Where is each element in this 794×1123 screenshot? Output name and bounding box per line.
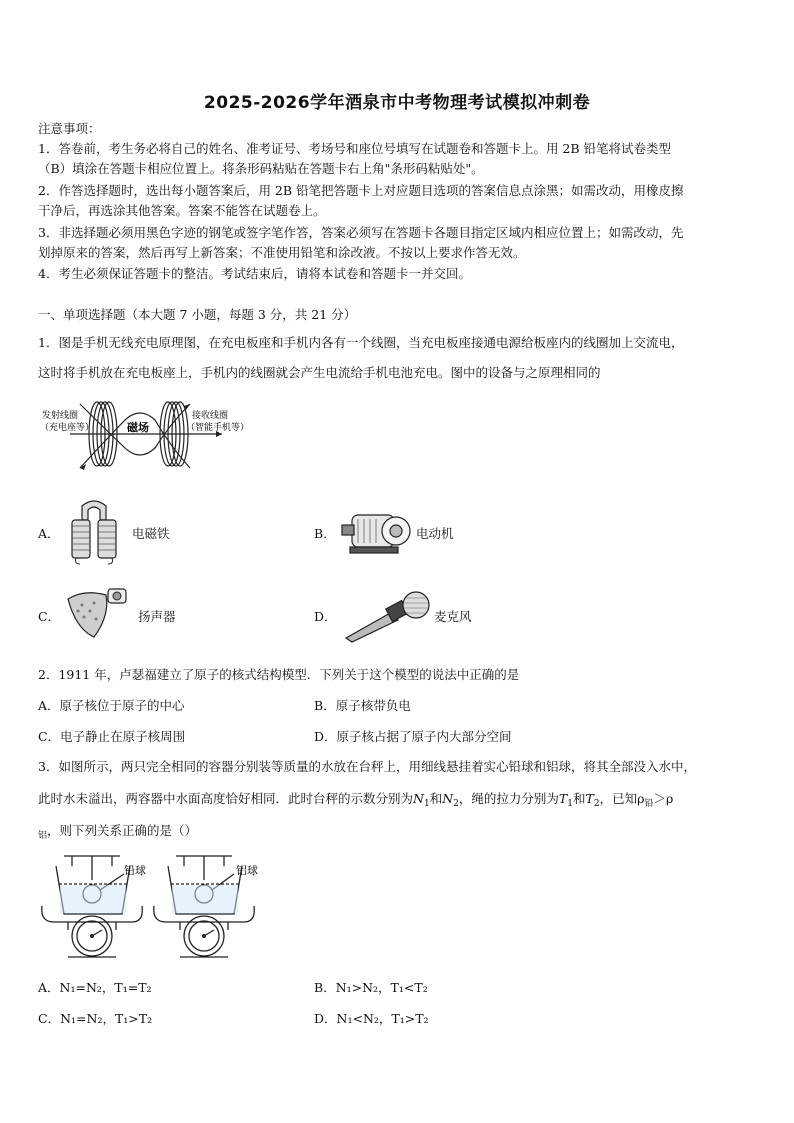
- aluminum-ball-label: 铝球: [236, 864, 258, 877]
- option-text: 原子核占据了原子内大部分空间: [336, 729, 512, 744]
- q2-option-b[interactable]: [314, 697, 411, 715]
- option-letter: A．: [38, 526, 60, 541]
- q3-option-b[interactable]: [314, 979, 428, 997]
- option-text: 原子核位于原子的中心: [59, 698, 185, 713]
- q1-stem-line1: 1．图是手机无线充电原理图，在充电板座和手机内各有一个线圈，当充电板座接通电源给板座内的线圈加上交流电，: [38, 335, 684, 350]
- q2-option-c[interactable]: [38, 728, 185, 746]
- q1-option-d-text: 麦克风: [434, 609, 472, 624]
- notice-item: 4．考生必须保证答题卡的整洁。考试结束后，请将本试卷和答题卡一并交回。: [38, 266, 471, 281]
- option-letter: B．: [314, 526, 336, 541]
- fig-right-coil-sub: （智能手机等）: [186, 423, 250, 433]
- speaker-icon: [64, 585, 134, 645]
- q1-option-a[interactable]: [38, 525, 60, 543]
- electromagnet-icon: [66, 498, 122, 566]
- q3-option-d[interactable]: [314, 1010, 429, 1028]
- notice-item: 3．非选择题必须用黑色字迹的钢笔或签字笔作答，答案必须写在答题卡各题目指定区域内相应位置上；如需改动，先: [38, 225, 684, 240]
- wireless-charging-figure: [40, 398, 250, 480]
- option-letter: B．: [314, 980, 336, 995]
- option-letter: A．: [38, 980, 60, 995]
- q2-option-a[interactable]: [38, 697, 185, 715]
- q3-option-a[interactable]: [38, 979, 152, 997]
- fig-right-coil-label: 接收线圈: [192, 411, 229, 421]
- q3-stem-line2: 此时水未溢出，两容器中水面高度恰好相同．此时台秤的示数分别为$N_1$和$N_2$，绳的拉力分别为$T_1$和$T_2$，已知$\rho_铅>\rho$: [38, 791, 674, 809]
- option-letter: D．: [314, 729, 337, 744]
- q1-option-c[interactable]: [38, 608, 60, 626]
- notice-heading: 注意事项：: [38, 121, 101, 136]
- option-letter: D．: [314, 609, 337, 624]
- option-letter: A．: [38, 698, 60, 713]
- scales-figure: [38, 850, 268, 962]
- option-letter: C．: [38, 1011, 61, 1026]
- option-text: N₁>N₂，T₁<T₂: [335, 980, 428, 995]
- q1-stem-line2: 这时将手机放在充电板座上，手机内的线圈就会产生电流给手机电池充电。图中的设备与之原理相同的: [38, 365, 601, 380]
- microphone-icon: [342, 590, 432, 642]
- q3-option-c[interactable]: [38, 1010, 152, 1028]
- option-text: 电子静止在原子核周围: [60, 729, 186, 744]
- q2-stem: 2．1911 年，卢瑟福建立了原子的核式结构模型．下列关于这个模型的说法中正确的是: [38, 667, 520, 682]
- option-letter: B．: [314, 698, 336, 713]
- option-text: N₁<N₂，T₁>T₂: [336, 1011, 429, 1026]
- q3-stem-line1: 3．如图所示，两只完全相同的容器分别装等质量的水放在台秤上，用细线悬挂着实心铅球和铝球，将其全部没入水中，: [38, 759, 696, 774]
- lead-ball-label: 铅球: [124, 864, 146, 877]
- notice-item: 干净后，再选涂其他答案。答案不能答在试题卷上。: [38, 203, 326, 218]
- fig-left-coil-sub: （充电座等）: [40, 423, 95, 433]
- option-text: N₁=N₂，T₁>T₂: [60, 1011, 153, 1026]
- q1-option-a-text: 电磁铁: [132, 526, 170, 541]
- q1-option-b[interactable]: [314, 525, 336, 543]
- fig-field-label: 磁场: [127, 421, 149, 434]
- page-title: 2025-2026学年酒泉市中考物理考试模拟冲刺卷: [203, 93, 591, 113]
- notice-item: （B）填涂在答题卡相应位置上。将条形码粘贴在答题卡右上角"条形码粘贴处"。: [38, 161, 484, 176]
- q1-option-d[interactable]: [314, 608, 337, 626]
- q3-stem-line3: $_铝$，则下列关系正确的是（）: [38, 823, 198, 841]
- q2-option-d[interactable]: [314, 728, 512, 746]
- notice-item: 1．答卷前，考生务必将自己的姓名、准考证号、考场号和座位号填写在试题卷和答题卡上。用 2B 铅笔将试卷类型: [38, 141, 672, 156]
- motor-icon: [340, 507, 412, 557]
- q1-option-c-text: 扬声器: [138, 609, 176, 624]
- option-text: N₁=N₂，T₁=T₂: [59, 980, 152, 995]
- option-letter: D．: [314, 1011, 337, 1026]
- fig-left-coil-label: 发射线圈: [42, 411, 79, 421]
- q1-option-b-text: 电动机: [416, 526, 454, 541]
- notice-item: 划掉原来的答案，然后再写上新答案；不准使用铅笔和涂改液。不按以上要求作答无效。: [38, 245, 526, 260]
- section-title: 一、单项选择题（本大题 7 小题，每题 3 分，共 21 分）: [38, 307, 357, 322]
- option-text: 原子核带负电: [335, 698, 411, 713]
- option-letter: C．: [38, 729, 61, 744]
- option-letter: C．: [38, 609, 61, 624]
- notice-item: 2．作答选择题时，选出每小题答案后，用 2B 铅笔把答题卡上对应题目选项的答案信息点涂黑；如需改动，用橡皮擦: [38, 183, 684, 198]
